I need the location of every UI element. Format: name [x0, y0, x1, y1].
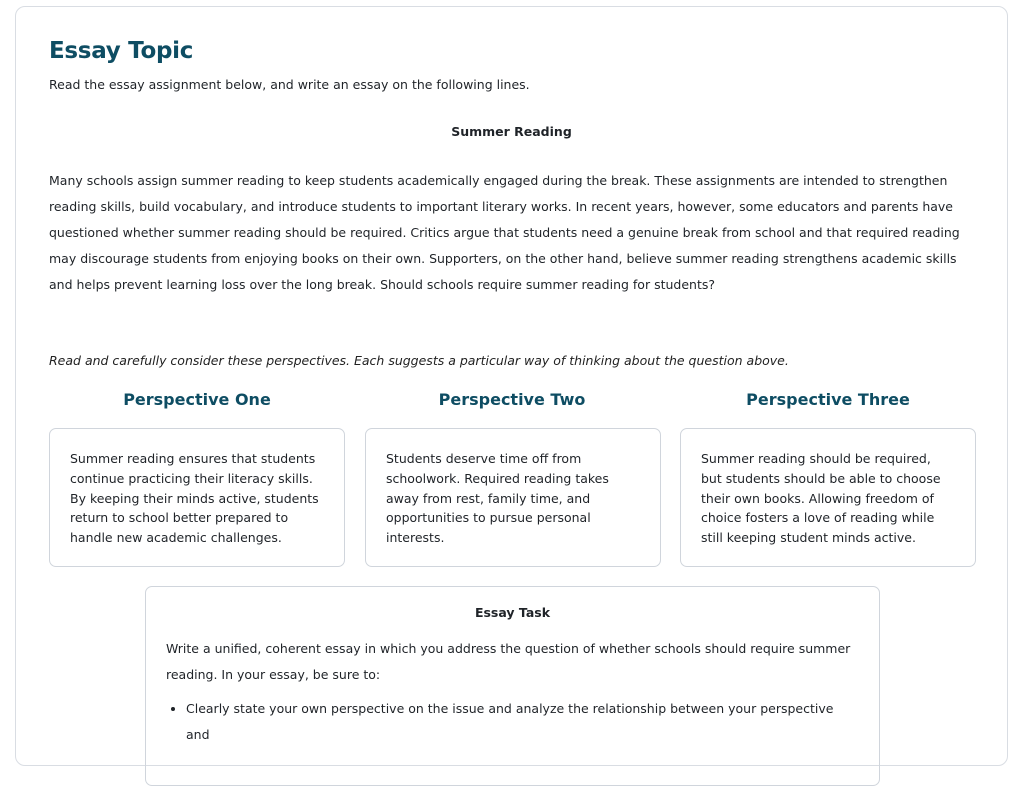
perspective-three-box	[680, 428, 976, 567]
perspective-one-box	[49, 428, 345, 567]
perspectives-instructions: Read and carefully consider these perspectives. Each suggests a particular way of thinking about the question above.	[49, 353, 789, 368]
perspective-two-heading: Perspective Two	[438, 390, 586, 409]
perspective-three-text: Summer reading should be required, but students should be able to choose their own books. Allowing freedom of choice fosters a love of reading while still keeping student minds active.	[701, 451, 941, 546]
essay-intro: Read the essay assignment below, and write an essay on the following lines.	[49, 77, 530, 92]
essay-task-box	[145, 586, 880, 786]
perspective-three-heading: Perspective Three	[746, 390, 910, 409]
perspective-one-heading: Perspective One	[123, 390, 271, 409]
essay-task-text: Write a unified, coherent essay in which you address the question of whether schools should require summer reading. In your essay, be sure to:	[166, 641, 851, 682]
essay-task-title: Essay Task	[474, 605, 551, 620]
perspective-one-text: Summer reading ensures that students continue practicing their literacy skills. By keeping their minds active, students return to school better prepared to handle new academic challenges.	[70, 451, 319, 546]
essay-title: Essay Topic	[49, 38, 194, 64]
list-item: • Clearly state your own perspective on the issue and analyze the relationship between your perspective and	[186, 696, 859, 748]
perspective-two-box	[365, 428, 661, 567]
passage-title: Summer Reading	[451, 124, 572, 139]
perspective-two-text: Students deserve time off from schoolwork. Required reading takes away from rest, family time, and opportunities to pursue personal interests.	[386, 451, 609, 546]
passage-body: Many schools assign summer reading to keep students academically engaged during the break. These assignments are intended to strengthen reading skills, build vocabulary, and introduce students to important literary works. In recent years, however, some educators and parents have questioned whether summer reading should be required. Critics argue that students need a genuine break from school and that required reading may discourage students from enjoying books on their own. Supporters, on the other hand, believe summer reading strengthens academic skills and helps prevent learning loss over the long break. Should schools require summer reading for students?	[49, 173, 960, 292]
essay-task-list	[166, 696, 859, 748]
